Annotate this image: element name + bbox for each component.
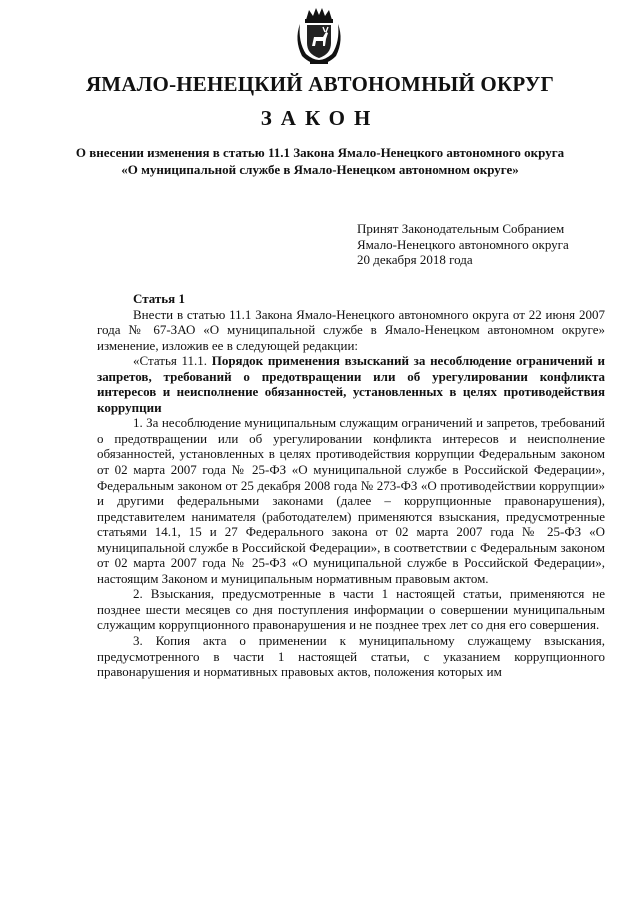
adoption-date: 20 декабря 2018 года — [357, 252, 473, 267]
article-heading: Статья 1 — [133, 291, 185, 306]
adoption-note — [357, 221, 569, 268]
document-body — [97, 291, 605, 680]
quoted-article-title — [97, 353, 605, 415]
adoption-line-2: Ямало-Ненецкого автономного округа — [357, 236, 569, 252]
law-subject: О внесении изменения в статью 11.1 Закона Ямало-Ненецкого автономного округа «О муниципальной службе в Ямало-Ненецком автономном округе» — [75, 145, 565, 177]
document-type-title: ЗАКОН — [260, 106, 380, 130]
quoted-article-number: «Статья 11.1. — [133, 353, 208, 369]
paragraph-1: 1. За несоблюдение муниципальным служащим ограничений и запретов, требований о предотвращении или об урегулировании конфликта интересов и неисполнение обязанностей, установленных в целях противодействия коррупции Федеральным законом от 02 марта 2007 года № 25-ФЗ «О муниципальной службе в Российской Федерации», Федеральным законом от 25 декабря 2008 года № 273-ФЗ «О противодействии коррупции» и другими федеральными законами (далее – коррупционные правонарушения), представителем нанимателя (работодателем) применяются взыскания, предусмотренные статьями 14.1, 15 и 27 Федерального закона от 02 марта 2007 года № 25-ФЗ «О муниципальной службе в Российской Федерации», в соответствии с Федеральным законом от 02 марта 2007 года № 25-ФЗ «О муниципальной службе в Российской Федерации», настоящим Законом и муниципальным нормативным правовым актом. — [97, 415, 605, 586]
region-title: ЯМАЛО-НЕНЕЦКИЙ АВТОНОМНЫЙ ОКРУГ — [85, 72, 555, 96]
quoted-article-name: Порядок применения взысканий за несоблюдение ограничений и запретов, требований о предотвращении или об урегулировании конфликта интересов и неисполнение обязанностей, установленных в целях противодействия коррупции — [97, 353, 606, 415]
adoption-line-1: Принят Законодательным Собранием — [357, 221, 565, 236]
coat-of-arms-icon — [292, 6, 346, 66]
paragraph-3: 3. Копия акта о применении к муниципальному служащему взыскания, предусмотренного в части 1 настоящей статьи, с указанием коррупционного правонарушения и нормативных правовых актов, положения которых им — [97, 633, 605, 680]
paragraph-2: 2. Взыскания, предусмотренные в части 1 настоящей статьи, применяются не позднее шести месяцев со дня поступления информации о совершении муниципальным служащим коррупционного правонарушения и не позднее трех лет со дня его совершения. — [97, 586, 605, 633]
article-intro: Внести в статью 11.1 Закона Ямало-Ненецкого автономного округа от 22 июня 2007 года № 67-ЗАО «О муниципальной службе в Ямало-Ненецком автономном округе» изменение, изложив ее в следующей редакции: — [97, 306, 605, 353]
